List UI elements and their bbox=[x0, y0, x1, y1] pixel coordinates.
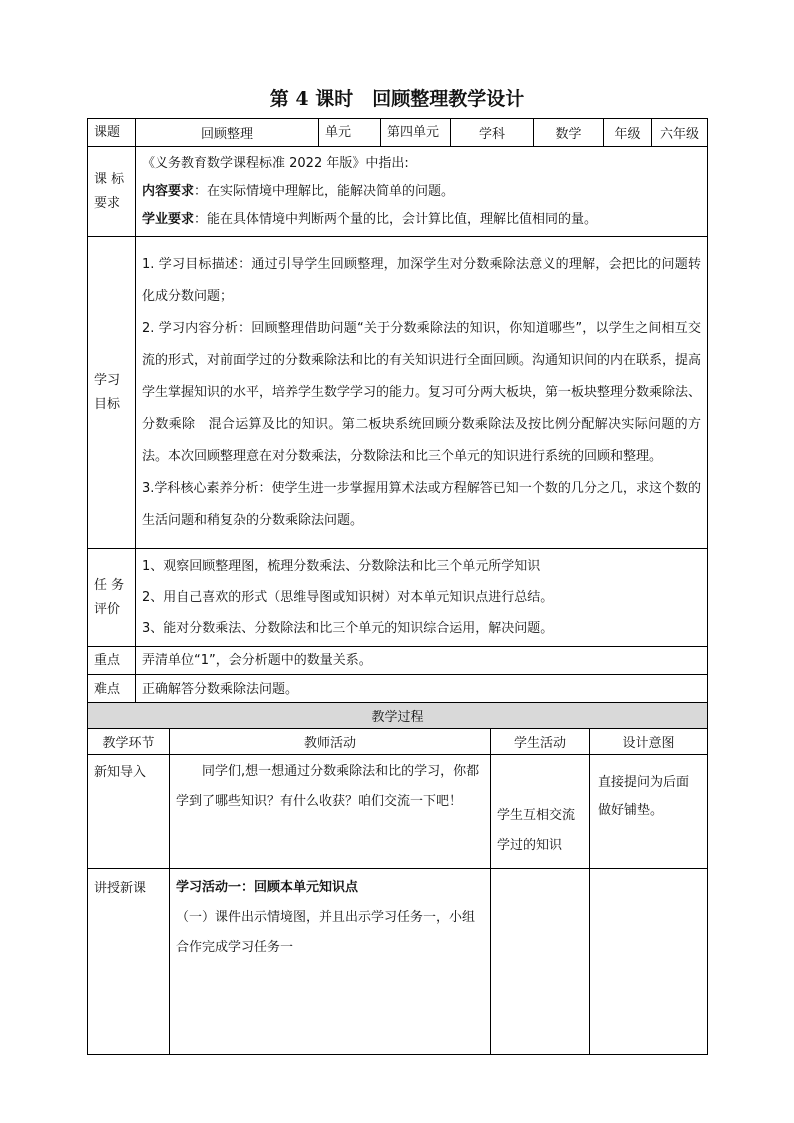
activity-heading: 学习活动一：回顾本单元知识点 bbox=[176, 880, 359, 895]
lesson-header-row bbox=[88, 119, 708, 147]
difficulty-row bbox=[88, 675, 708, 705]
column-intent: 设计意图 bbox=[590, 729, 708, 755]
student-intro: 学生互相交流学过的知识 bbox=[491, 755, 590, 869]
new-lesson-row bbox=[88, 869, 708, 1055]
danyuan-label: 单元 bbox=[319, 119, 381, 147]
goals-label-line2: 目标 bbox=[94, 396, 121, 412]
core-literacy-analysis: 3.学科核心素养分析：使学生进一步掌握用算术法或方程解答已知一个数的几分之几，求这个数的生活问题和稍复杂的分数乘除法问题。 bbox=[142, 480, 701, 528]
keti-value: 回顾整理 bbox=[136, 119, 319, 147]
goal-description: 1. 学习目标描述：通过引导学生回顾整理，加深学生对分数乘除法意义的理解，会把比的问题转化成分数问题； bbox=[142, 256, 701, 304]
content-requirement-label: 内容要求 bbox=[142, 183, 195, 199]
standard-label bbox=[88, 147, 136, 237]
tasks-label bbox=[88, 549, 136, 647]
task-item: 1、观察回顾整理图，梳理分数乘法、分数除法和比三个单元所学知识 bbox=[142, 559, 541, 574]
process-columns-row bbox=[88, 729, 708, 755]
task-item: 3、能对分数乘法、分数除法和比三个单元的知识综合运用，解决问题。 bbox=[142, 621, 554, 636]
standard-content bbox=[136, 147, 708, 237]
academic-requirement-label: 学业要求 bbox=[142, 211, 195, 227]
stage-intro: 新知导入 bbox=[88, 755, 170, 869]
standard-row bbox=[88, 147, 708, 237]
lesson-info-table bbox=[87, 118, 708, 705]
difficulty-text: 正确解答分数乘除法问题。 bbox=[136, 675, 708, 705]
tasks-label-line2: 评价 bbox=[94, 601, 121, 617]
page-title: 第 4 课时 回顾整理教学设计 bbox=[269, 88, 525, 110]
task-item: 2、用自己喜欢的形式（思维导图或知识树）对本单元知识点进行总结。 bbox=[142, 590, 554, 605]
nianji-label: 年级 bbox=[604, 119, 652, 147]
student-new-lesson bbox=[491, 869, 590, 1055]
process-header-row bbox=[88, 703, 708, 729]
teacher-new-lesson bbox=[170, 869, 491, 1055]
xueke-value: 数学 bbox=[534, 119, 604, 147]
goals-row bbox=[88, 237, 708, 549]
goals-content bbox=[136, 237, 708, 549]
activity-text: （一）课件出示情境图，并且出示学习任务一，小组合作完成学习任务一 bbox=[176, 910, 476, 955]
tasks-row bbox=[88, 549, 708, 647]
nianji-value: 六年级 bbox=[652, 119, 708, 147]
standard-label-line2: 要求 bbox=[94, 195, 121, 211]
standard-intro: 《义务教育数学课程标准 2022 年版》中指出: bbox=[142, 155, 409, 171]
content-analysis: 2. 学习内容分析：回顾整理借助问题“关于分数乘除法的知识，你知道哪些”，以学生之间相互交流的形式，对前面学过的分数乘除法和比的有关知识进行全面回顾。沟通知识间的内在联系，提高学生掌握知识的水平，培养学生数学学习的能力。复习可分两大板块，第一板块整理分数乘除法、分数乘除 混合运算及比的知识。第二板块系统回顾分数乘除法及按比例分配解决实际问题的方法。本次回顾整理意在对分数乘法，分数除法和比三个单元的知识进行系统的回顾和整理。 bbox=[142, 320, 702, 464]
academic-requirement-text: ：能在具体情境中判断两个量的比，会计算比值，理解比值相同的量。 bbox=[194, 211, 598, 227]
intent-intro: 直接提问为后面做好铺垫。 bbox=[590, 755, 708, 869]
danyuan-value: 第四单元 bbox=[381, 119, 451, 147]
standard-label-line1: 课 标 bbox=[94, 171, 125, 187]
intent-new-lesson bbox=[590, 869, 708, 1055]
goals-label bbox=[88, 237, 136, 549]
key-point-row bbox=[88, 647, 708, 675]
teacher-intro: 同学们,想一想通过分数乘除法和比的学习，你都学到了哪些知识？有什么收获？咱们交流一下吧！ bbox=[170, 755, 491, 869]
tasks-content bbox=[136, 549, 708, 647]
key-point-label: 重点 bbox=[88, 647, 136, 675]
keti-label: 课题 bbox=[88, 119, 136, 147]
intro-row bbox=[88, 755, 708, 869]
key-point-text: 弄清单位“1”，会分析题中的数量关系。 bbox=[136, 647, 708, 675]
content-requirement bbox=[142, 178, 701, 206]
difficulty-label: 难点 bbox=[88, 675, 136, 705]
teaching-process-table bbox=[87, 702, 708, 1055]
column-stage: 教学环节 bbox=[88, 729, 170, 755]
tasks-label-line1: 任 务 bbox=[94, 577, 125, 593]
xueke-label: 学科 bbox=[451, 119, 534, 147]
column-teacher: 教师活动 bbox=[170, 729, 491, 755]
process-header: 教学过程 bbox=[88, 703, 708, 729]
academic-requirement bbox=[142, 206, 701, 234]
goals-label-line1: 学习 bbox=[94, 372, 121, 388]
content-requirement-text: ：在实际情境中理解比，能解决简单的问题。 bbox=[194, 183, 455, 199]
stage-new-lesson: 讲授新课 bbox=[88, 869, 170, 1055]
column-student: 学生活动 bbox=[491, 729, 590, 755]
